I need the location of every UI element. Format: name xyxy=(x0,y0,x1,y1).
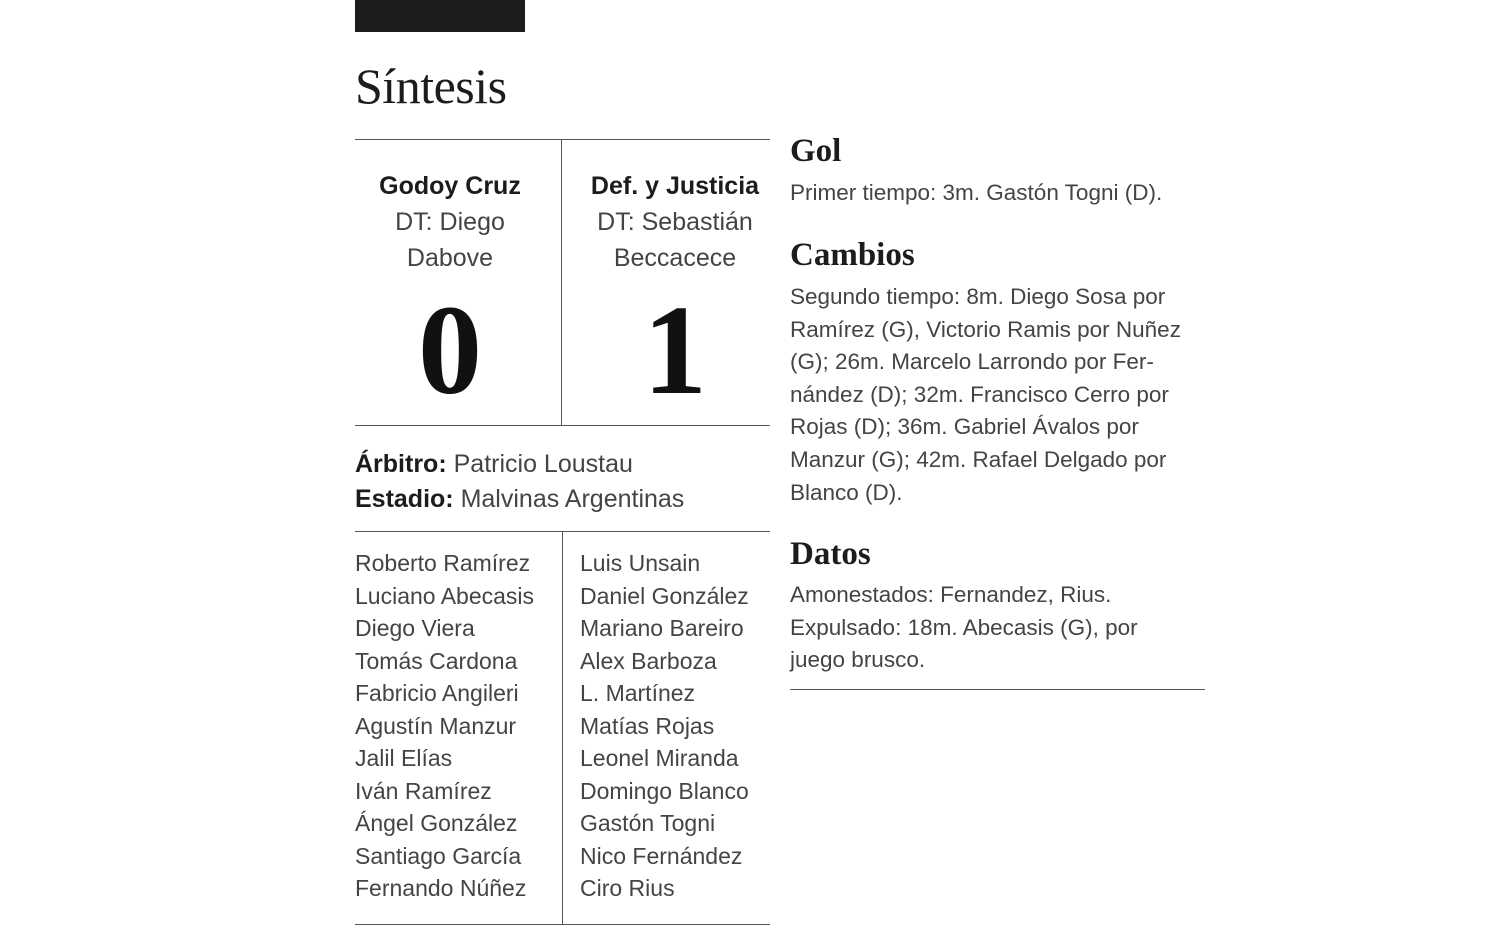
player: Agustín Manzur xyxy=(355,712,517,739)
cambios-line: Blanco (D). xyxy=(790,479,903,505)
divider xyxy=(790,689,1205,690)
player: Luis Unsain xyxy=(580,550,701,576)
home-coach-line: DT: Diego xyxy=(395,208,505,236)
datos-line: Expulsado: 18m. Abecasis (G), por xyxy=(790,614,1138,640)
player: Tomás Cardona xyxy=(355,647,518,674)
player: Diego Viera xyxy=(355,615,475,641)
away-coach-line: DT: Sebastián xyxy=(597,208,753,236)
divider xyxy=(355,924,770,925)
player: Iván Ramírez xyxy=(355,777,492,804)
player: Fernando Núñez xyxy=(355,875,527,901)
away-lineup xyxy=(580,547,749,905)
datos-heading: Datos xyxy=(790,536,871,572)
divider xyxy=(561,140,562,425)
divider xyxy=(355,425,770,426)
cambios-line: nández (D); 32m. Francisco Cerro por xyxy=(790,381,1169,407)
player: Ángel González xyxy=(355,810,518,836)
divider xyxy=(562,532,563,924)
datos-body xyxy=(790,579,1210,677)
cambios-line: Manzur (G); 42m. Rafael Delgado por xyxy=(790,446,1167,472)
player: Jalil Elías xyxy=(355,745,453,771)
player: Matías Rojas xyxy=(580,712,715,739)
gol-body xyxy=(790,177,1210,210)
home-team-name: Godoy Cruz xyxy=(379,172,521,200)
stadium-name: Malvinas Argentinas xyxy=(460,485,685,513)
stadium-line xyxy=(355,481,684,517)
player: Leonel Miranda xyxy=(580,745,739,771)
player: Fabricio Angileri xyxy=(355,680,519,706)
player: Alex Barboza xyxy=(580,647,717,674)
away-score: 1 xyxy=(643,279,707,421)
divider xyxy=(355,139,770,140)
referee-line xyxy=(355,446,633,482)
cambios-heading: Cambios xyxy=(790,237,915,273)
home-team xyxy=(350,168,550,276)
datos-line: Amonestados: Fernandez, Rius. xyxy=(790,582,1112,607)
player: Luciano Abecasis xyxy=(355,582,535,609)
datos-line: juego brusco. xyxy=(790,647,926,673)
cambios-line: (G); 26m. Marcelo Larrondo por Fer- xyxy=(790,349,1154,375)
player: Nico Fernández xyxy=(580,842,743,869)
home-coach-line: Dabove xyxy=(406,244,494,272)
cambios-line: Segundo tiempo: 8m. Diego Sosa por xyxy=(790,284,1166,309)
player: Ciro Rius xyxy=(580,875,675,901)
cambios-line: Rojas (D); 36m. Gabriel Ávalos por xyxy=(790,414,1139,440)
player: Mariano Bareiro xyxy=(580,615,744,641)
stadium-label: Estadio: xyxy=(355,485,454,513)
gol-line: Primer tiempo: 3m. Gastón Togni (D). xyxy=(790,180,1163,205)
player: L. Martínez xyxy=(580,680,696,706)
away-team-name: Def. y Justicia xyxy=(590,172,760,200)
header-bar xyxy=(355,0,525,32)
player: Daniel González xyxy=(580,582,749,609)
cambios-line: Ramírez (G), Victorio Ramis por Nuñez xyxy=(790,316,1181,342)
player: Roberto Ramírez xyxy=(355,550,531,576)
player: Santiago García xyxy=(355,842,522,869)
referee-label: Árbitro: xyxy=(355,450,447,478)
home-lineup xyxy=(355,547,534,905)
away-team xyxy=(575,168,775,276)
cambios-body xyxy=(790,281,1210,509)
player: Domingo Blanco xyxy=(580,777,749,804)
referee-name: Patricio Loustau xyxy=(453,450,633,478)
gol-heading: Gol xyxy=(790,133,842,169)
away-coach-line: Beccacece xyxy=(613,244,737,272)
player: Gastón Togni xyxy=(580,810,716,836)
page-title: Síntesis xyxy=(355,58,507,114)
home-score: 0 xyxy=(418,279,482,421)
